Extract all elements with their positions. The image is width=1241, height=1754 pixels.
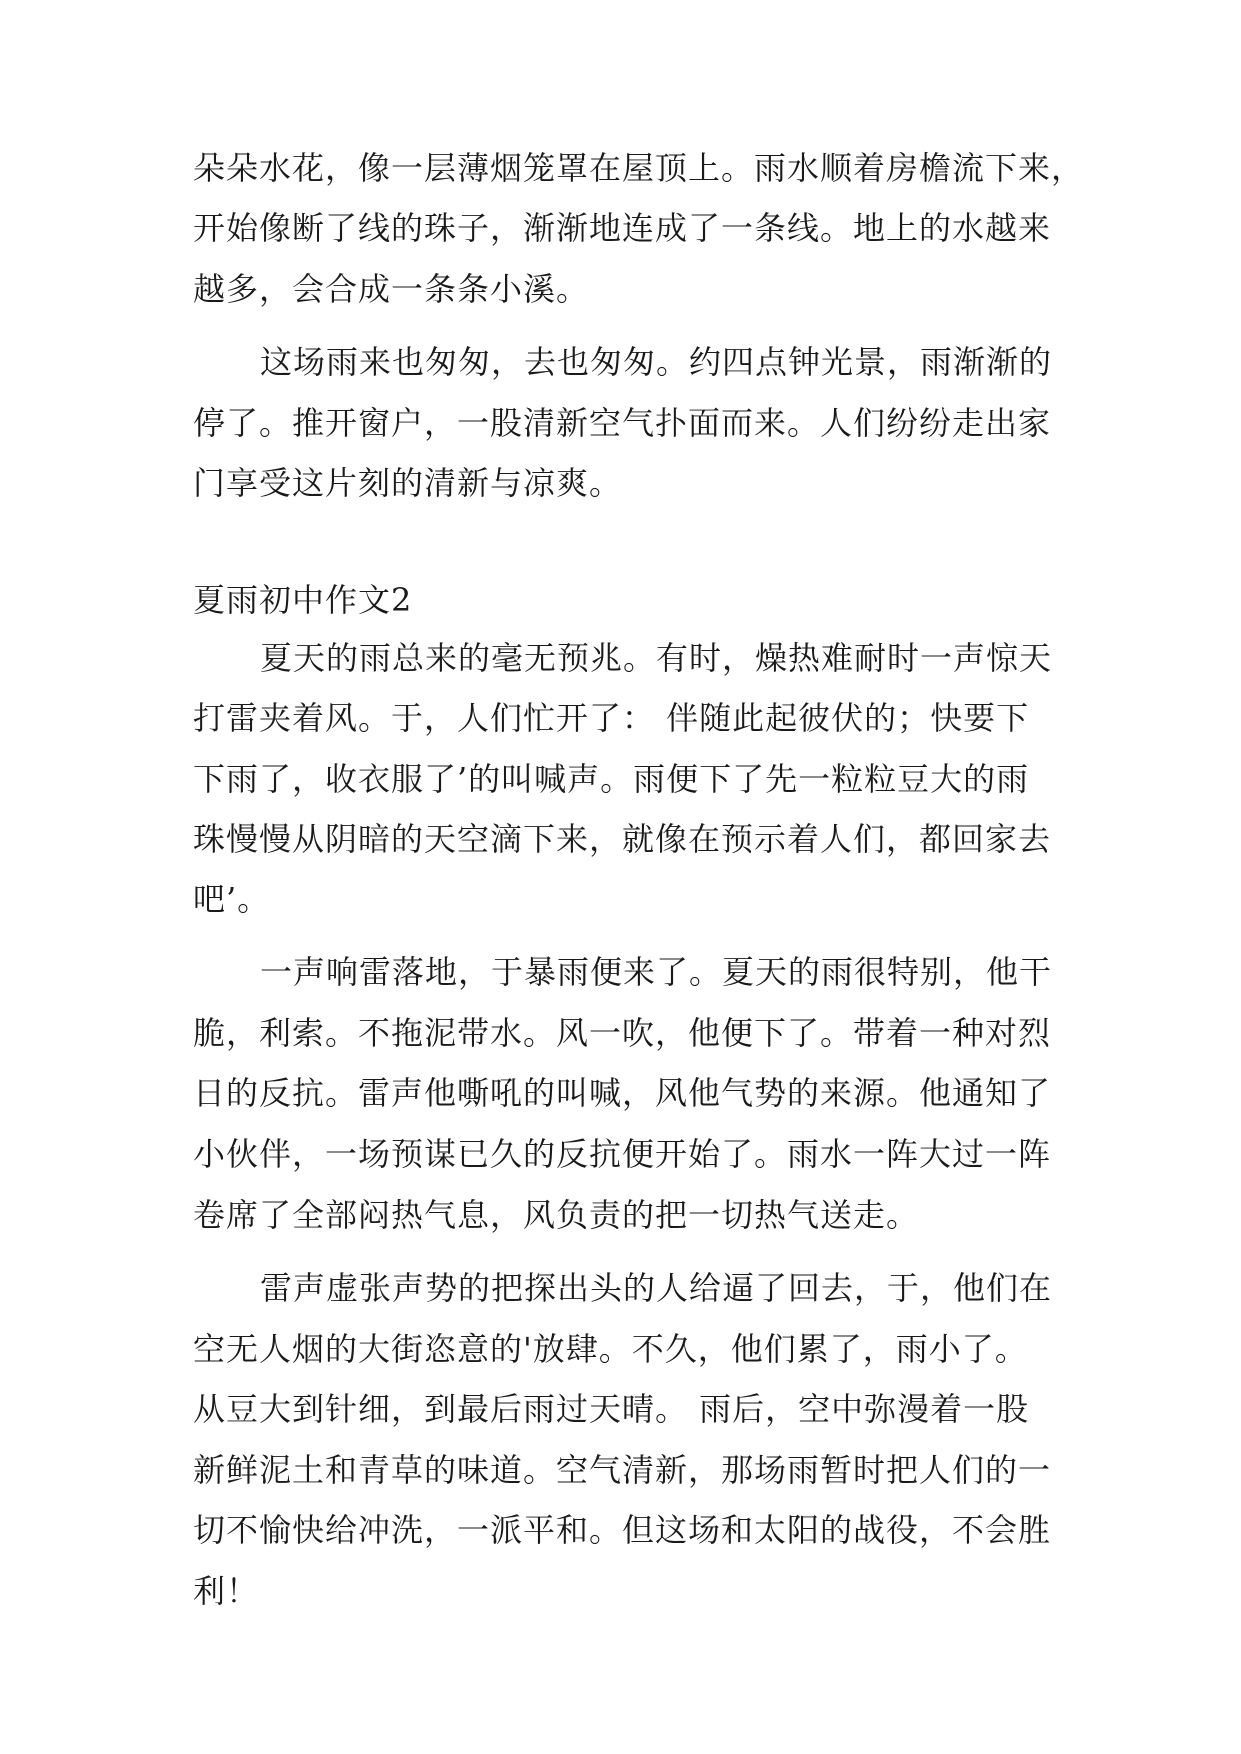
- text-line: 卷席了全部闷热气息，风负责的把一切热气送走。: [193, 1196, 920, 1234]
- text-line: 日的反抗。雷声他嘶吼的叫喊，风他气势的来源。他通知了: [193, 1074, 1052, 1112]
- text-line: 开始像断了线的珠子，渐渐地连成了一条线。地上的水越来: [193, 209, 1052, 247]
- text-line: 一声响雷落地，于暴雨便来了。夏天的雨很特别，他干: [260, 953, 1053, 991]
- text-line: 雷声虚张声势的把探出头的人给逼了回去，于，他们在: [260, 1269, 1053, 1307]
- text-line: 夏天的雨总来的毫无预兆。有时，燥热难耐时一声惊天: [260, 639, 1053, 677]
- text-line: 吧’。: [193, 880, 271, 918]
- text-line: 小伙伴，一场预谋已久的反抗便开始了。雨水一阵大过一阵: [193, 1135, 1052, 1173]
- text-line: 空无人烟的大街恣意的'放肆。不久，他们累了，雨小了。: [193, 1330, 1028, 1368]
- text-line: 脆，利索。不拖泥带水。风一吹，他便下了。带着一种对烈: [193, 1014, 1052, 1052]
- text-line: 新鲜泥土和青草的味道。空气清新，那场雨暂时把人们的一: [193, 1451, 1052, 1489]
- text-line: 门享受这片刻的清新与凉爽。: [193, 464, 623, 502]
- text-line: 切不愉快给冲洗，一派平和。但这场和太阳的战役，不会胜: [193, 1511, 1052, 1549]
- text-line: 越多，会合成一条条小溪。: [193, 270, 590, 308]
- text-line: 珠慢慢从阴暗的天空滴下来，就像在预示着人们，都回家去: [193, 820, 1052, 858]
- text-line: 打雷夹着风。于，人们忙开了： 伴随此起彼伏的；快要下: [193, 699, 1030, 737]
- text-line: 朵朵水花，像一层薄烟笼罩在屋顶上。雨水顺着房檐流下来，: [193, 149, 1085, 187]
- text-line: 利！: [193, 1572, 260, 1610]
- text-line: 下雨了，收衣服了’的叫喊声。雨便下了先一粒粒豆大的雨: [193, 760, 1030, 798]
- text-line: 从豆大到针细，到最后雨过天晴。 雨后，空中弥漫着一股: [193, 1390, 1030, 1428]
- text-line: 这场雨来也匆匆，去也匆匆。约四点钟光景，雨渐渐的: [260, 343, 1053, 381]
- section-title: 夏雨初中作文2: [193, 581, 413, 619]
- text-line: 停了。推开窗户，一股清新空气扑面而来。人们纷纷走出家: [193, 404, 1052, 442]
